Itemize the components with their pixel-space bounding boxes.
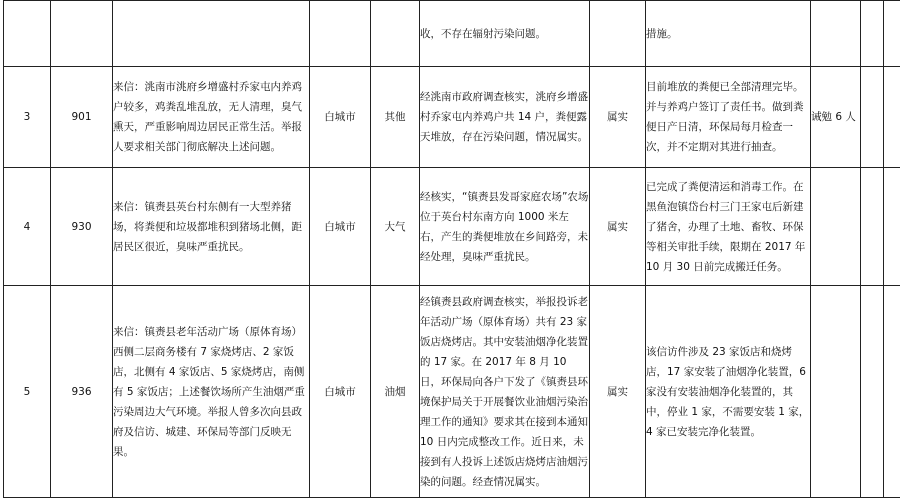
case-id: [51, 1, 113, 67]
case-id: 936: [51, 286, 113, 498]
row-number: [4, 1, 51, 67]
accountability: [811, 286, 861, 498]
table-row: [4, 168, 900, 286]
empty-cell: [861, 286, 884, 498]
city: 白城市: [310, 168, 371, 286]
table-row: [4, 67, 900, 168]
empty-cell: [884, 1, 900, 67]
complaint-table: [3, 0, 900, 498]
complaint-content: 来信：洮南市洮府乡增盛村乔家屯内养鸡户较多，鸡粪乱堆乱放，无人清理，臭气熏天，严重影响周边居民正常生活。举报人要求相关部门彻底解决上述问题。: [113, 67, 310, 168]
is-verified: [590, 1, 646, 67]
is-verified: 属实: [590, 168, 646, 286]
handling-measures: 已完成了粪便清运和消毒工作。在黑鱼泡镇岱台村三门王家屯后新建了猪舍，办理了土地、畜牧、环保等相关审批手续，限期在 2017 年 10 月 30 日前完成搬迁任务。: [646, 168, 811, 286]
case-id: 901: [51, 67, 113, 168]
pollution-type: 大气: [371, 168, 420, 286]
verification-result: 经洮南市政府调查核实，洮府乡增盛村乔家屯内养鸡户共 14 户，粪便露天堆放，存在污染问题，情况属实。: [420, 67, 590, 168]
accountability: [811, 1, 861, 67]
handling-measures: 目前堆放的粪便已全部清理完毕。并与养鸡户签订了责任书。做到粪便日产日清，环保局每月检查一次，并不定期对其进行抽查。: [646, 67, 811, 168]
city: 白城市: [310, 286, 371, 498]
empty-cell: [861, 1, 884, 67]
handling-measures: 该信访件涉及 23 家饭店和烧烤店，17 家安装了油烟净化装置，6 家没有安装油烟净化装置的，其中，停业 1 家，不需要安装 1 家，4 家已安装完净化装置。: [646, 286, 811, 498]
accountability: [811, 168, 861, 286]
row-number: 4: [4, 168, 51, 286]
row-number: 3: [4, 67, 51, 168]
complaint-content: 来信：镇赉县老年活动广场（原体育场）西侧二层商务楼有 7 家烧烤店、2 家饭店，北侧有 4 家饭店、5 家烧烤店，南侧有 5 家饭店；上述餐饮场所产生油烟严重污染周边大气环境。举报人曾多次向县政府及信访、城建、环保局等部门反映无果。: [113, 286, 310, 498]
pollution-type: 其他: [371, 67, 420, 168]
empty-cell: [884, 67, 900, 168]
case-id: 930: [51, 168, 113, 286]
verification-result: 收，不存在辐射污染问题。: [420, 1, 590, 67]
table-row: [4, 1, 900, 67]
complaint-content: [113, 1, 310, 67]
is-verified: 属实: [590, 286, 646, 498]
verification-result: 经镇赉县政府调查核实，举报投诉老年活动广场（原体育场）共有 23 家饭店烧烤店。其中安装油烟净化装置的 17 家。在 2017 年 8 月 10 日，环保局向各户下发了《镇赉县环境保护局关于开展餐饮业油烟污染治理工作的通知》要求其在接到本通知 10 日内完成整改工作。近日来，未接到有人投诉上述饭店烧烤店油烟污染的问题。经查情况属实。: [420, 286, 590, 498]
handling-measures: 措施。: [646, 1, 811, 67]
pollution-type: [371, 1, 420, 67]
city: [310, 1, 371, 67]
empty-cell: [861, 67, 884, 168]
empty-cell: [861, 168, 884, 286]
city: 白城市: [310, 67, 371, 168]
empty-cell: [884, 286, 900, 498]
pollution-type: 油烟: [371, 286, 420, 498]
empty-cell: [884, 168, 900, 286]
row-number: 5: [4, 286, 51, 498]
accountability: 诫勉 6 人: [811, 67, 861, 168]
verification-result: 经核实，“镇赉县发哥家庭农场”农场位于英台村东南方向 1000 米左右，产生的粪便堆放在乡间路旁，未经处理，臭味严重扰民。: [420, 168, 590, 286]
is-verified: 属实: [590, 67, 646, 168]
table-row: [4, 286, 900, 498]
complaint-content: 来信：镇赉县英台村东侧有一大型养猪场，将粪便和垃圾都堆积到猪场北侧，距居民区很近，臭味严重扰民。: [113, 168, 310, 286]
